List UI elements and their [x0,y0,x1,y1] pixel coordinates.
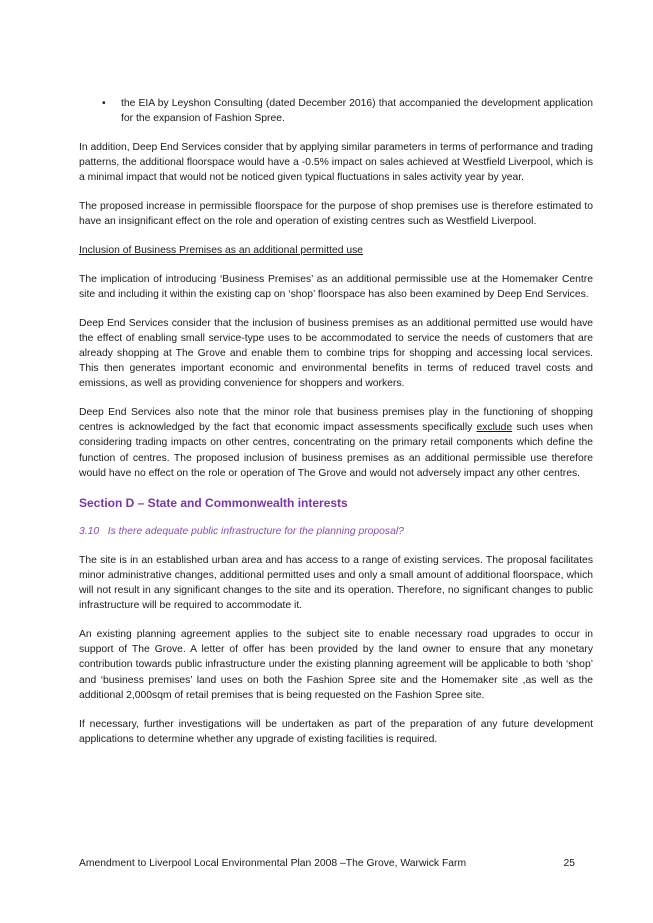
paragraph-business-premises-implication: The implication of introducing ‘Business Premises’ as an additional permissible use at the Homemaker Centre site and including it within the existing cap on ‘shop’ floorspace has also been examined by Deep End Services. [79,273,593,300]
question-heading: 3.10 Is there adequate public infrastructure for the planning proposal? [79,526,404,538]
paragraph-impact-westfield: In addition, Deep End Services consider that by applying similar parameters in terms of performance and trading patterns, the additional floorspace would have a -0.5% impact on sales achieved at Westfield Liverpool, which is a minimal impact that would not be noticed given typical fluctuations in sales activity year by year. [79,141,594,184]
page-number: 25 [563,858,575,869]
paragraph-urban-area: The site is in an established urban area and has access to a range of existing services. The proposal facilitates minor administrative changes, additional permitted uses and only a small amount of additional floorspace, which will not result in any significant changes to the site and its operation. Therefore, no significant changes to public infrastructure will be required to accommodate it. [79,554,593,612]
bullet-text: the EIA by Leyshon Consulting (dated December 2016) that accompanied the development application for the expansion of Fashion Spree. [121,98,593,125]
page-footer [79,857,575,871]
paragraph-shop-floorspace: The proposed increase in permissible floorspace for the purpose of shop premises use is therefore estimated to have an insignificant effect on the role and operation of existing centres such as Westfield Liverpool. [79,201,593,228]
section-heading: Section D – State and Commonwealth interests [79,495,348,510]
bullet-icon: • [102,98,106,109]
subheading-business-premises: Inclusion of Business Premises as an additional permitted use [79,244,364,256]
bullet-list-item [79,96,593,126]
paragraph-further-investigations: If necessary, further investigations will be undertaken as part of the preparation of any future development applications to determine whether any upgrade of existing facilities is required. [79,718,593,745]
paragraph-text: such uses when considering trading impacts on other centres, concentrating on the primary retail components which define the function of centres. The proposed inclusion of business premises as an additional permissible use therefore would have no effect on the role or operation of The Grove and would not adversely impact any other centres. [79,422,593,479]
paragraph-service-uses: Deep End Services consider that the inclusion of business premises as an additional permitted use would have the effect of enabling small service-type uses to be accommodated to service the needs of customers that are already shopping at The Grove and enable them to combine trips for shopping and accessing local services. This then generates important economic and environmental benefits in terms of reduced travel costs and emissions, as well as providing convenience for shoppers and workers. [79,317,593,390]
paragraph-economic-assessments [79,405,593,481]
document-body [79,96,593,761]
footer-title: Amendment to Liverpool Local Environmental Plan 2008 –The Grove, Warwick Farm [79,858,467,869]
paragraph-planning-agreement: An existing planning agreement applies to the subject site to enable necessary road upgrades to occur in support of The Grove. A letter of offer has been provided by the land owner to ensure that any monetary contribution towards public infrastructure under the existing planning agreement will be applicable to both ‘shop’ and ‘business premises’ land uses on both the Fashion Spree site and the Homemaker site ,as well as the additional 2,000sqm of retail premises that is being requested on the Fashion Spree site. [79,629,593,701]
paragraph-text: Deep End Services also note that the minor role that business premises play in the functioning of shopping centres is acknowledged by the fact that economic impact assessments specifically [79,407,593,434]
underlined-word: exclude [476,422,513,434]
